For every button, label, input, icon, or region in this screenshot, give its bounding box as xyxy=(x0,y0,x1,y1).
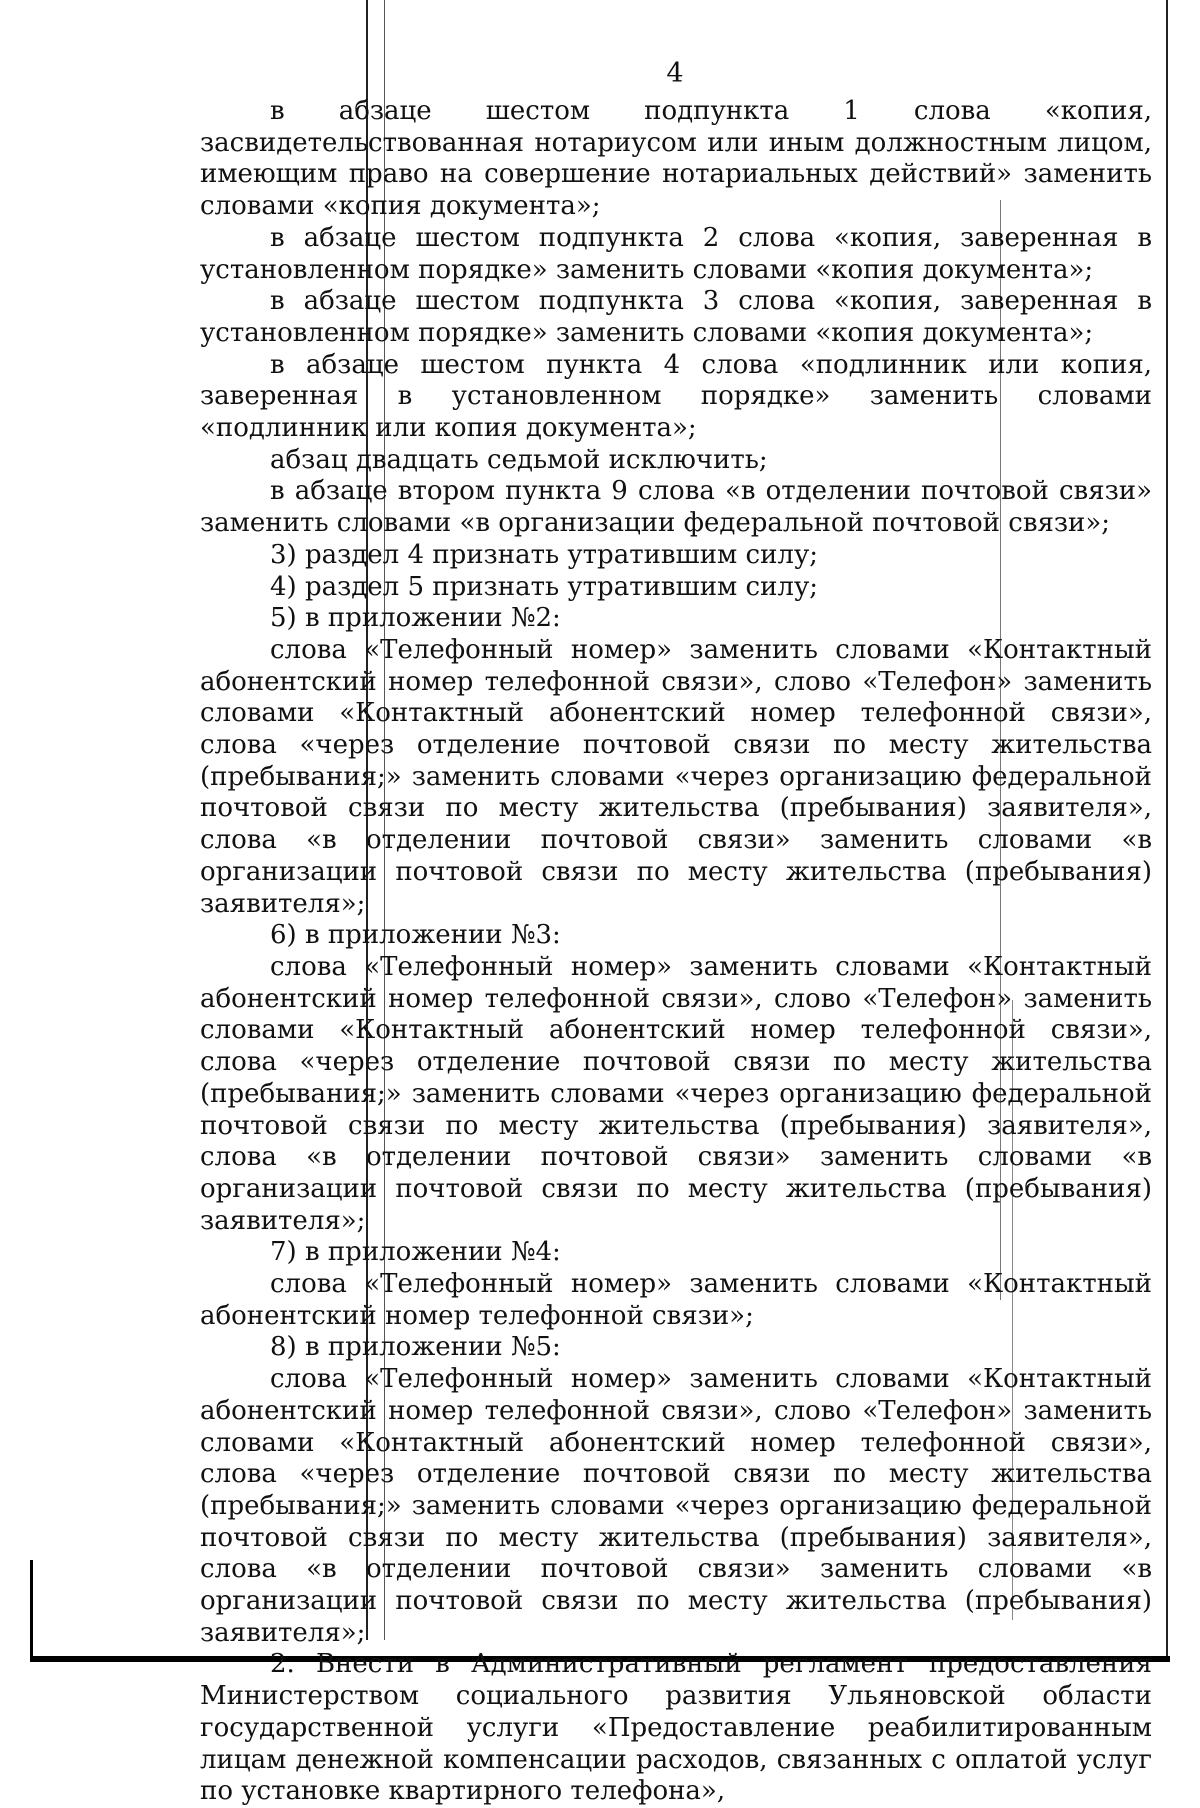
paragraph: в абзаце шестом подпункта 3 слова «копия, заверенная в установленном порядке» заменить словами «копия документа»; xyxy=(200,286,1152,348)
paragraph: слова «Телефонный номер» заменить словами «Контактный абонентский номер телефонной связи», слово «Телефон» заменить словами «Контактный абонентский номер телефонной связи», слова «через отделение почтовой связи по месту жительства (пребывания;» заменить словами «через организацию федеральной почтовой связи по месту жительства (пребывания) заявителя», слова «в отделении почтовой связи» заменить словами «в организации почтовой связи по месту жительства (пребывания) заявителя»; xyxy=(200,1364,1152,1648)
page-number: 4 xyxy=(666,58,684,89)
paragraph: слова «Телефонный номер» заменить словами «Контактный абонентский номер телефонной связи»; xyxy=(200,1269,1152,1331)
paragraph: слова «Телефонный номер» заменить словами «Контактный абонентский номер телефонной связи», слово «Телефон» заменить словами «Контактный абонентский номер телефонной связи», слова «через отделение почтовой связи по месту жительства (пребывания;» заменить словами «через организацию федеральной почтовой связи по месту жительства (пребывания) заявителя», слова «в отделении почтовой связи» заменить словами «в организации почтовой связи по месту жительства (пребывания) заявителя»; xyxy=(200,951,1152,1236)
page-edge-left xyxy=(30,1560,33,1660)
paragraph: 3) раздел 4 признать утратившим силу; xyxy=(270,539,819,570)
paragraph: 8) в приложении №5: xyxy=(270,1332,561,1363)
paragraph: 7) в приложении №4: xyxy=(270,1237,561,1268)
paragraph: 5) в приложении №2: xyxy=(270,603,561,634)
paragraph: 2. Внести в Административный регламент предоставления Министерством социального развития Ульяновской области государственной услуги «Предоставление реабилитированным лицам денежной компенсации расходов, связанных с оплатой услуг по установке квартирного телефона», xyxy=(200,1649,1152,1807)
paragraph: в абзаце втором пункта 9 слова «в отделении почтовой связи» заменить словами «в организации федеральной почтовой связи»; xyxy=(200,476,1152,539)
document-body xyxy=(200,96,1152,1808)
paragraph: слова «Телефонный номер» заменить словами «Контактный абонентский номер телефонной связи», слово «Телефон» заменить словами «Контактный абонентский номер телефонной связи», слова «через отделение почтовой связи по месту жительства (пребывания;» заменить словами «через организацию федеральной почтовой связи по месту жительства (пребывания) заявителя», слова «в отделении почтовой связи» заменить словами «в организации почтовой связи по месту жительства (пребывания) заявителя»; xyxy=(200,634,1152,919)
page-edge-right xyxy=(1166,0,1168,1662)
paragraph: 4) раздел 5 признать утратившим силу; xyxy=(270,571,819,602)
paragraph: в абзаце шестом пункта 4 слова «подлинник или копия, заверенная в установленном порядке» заменить словами «подлинник или копия документа»; xyxy=(200,349,1152,444)
paragraph: в абзаце шестом подпункта 1 слова «копия, засвидетельствованная нотариусом или иным должностным лицом, имеющим право на совершение нотариальных действий» заменить словами «копия документа»; xyxy=(200,96,1152,222)
paragraph: в абзаце шестом подпункта 2 слова «копия, заверенная в установленном порядке» заменить словами «копия документа»; xyxy=(200,222,1152,285)
paragraph: абзац двадцать седьмой исключить; xyxy=(270,444,768,475)
paragraph: 6) в приложении №3: xyxy=(270,920,561,951)
